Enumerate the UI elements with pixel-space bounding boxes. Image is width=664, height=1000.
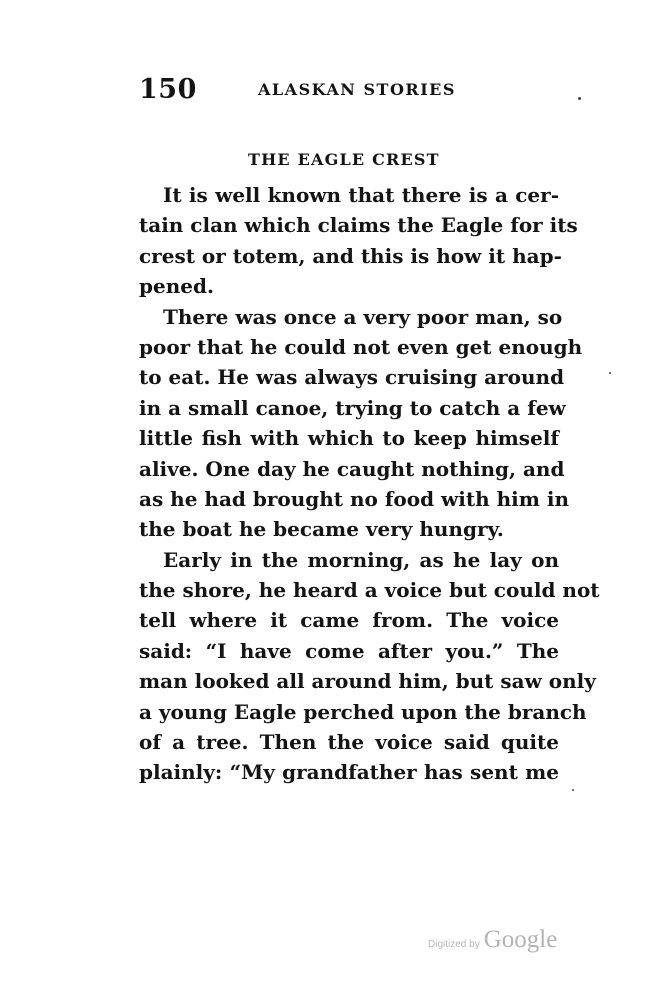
text-line: There was once a very poor man, so (163, 304, 563, 329)
google-logo: Google (483, 926, 558, 953)
text-line: Early in the morning, as he lay on (163, 547, 559, 572)
body-text (139, 180, 600, 788)
text-line: said: “I have come after you.” The (139, 638, 559, 663)
text-line: little fish with which to keep himself (139, 426, 559, 451)
running-head: ALASKAN STORIES (258, 80, 456, 99)
text-line: man looked all around him, but saw only (139, 669, 596, 694)
text-line: crest or totem, and this is how it hap- (139, 243, 562, 268)
text-line: tell where it came from. The voice (139, 608, 559, 633)
text-line: the shore, he heard a voice but could not (139, 578, 600, 603)
text-line: in a small canoe, trying to catch a few (139, 395, 566, 420)
text-line: poor that he could not even get enough (139, 334, 583, 359)
print-speck (578, 97, 581, 100)
text-line: tain clan which claims the Eagle for its (139, 213, 578, 238)
print-speck (609, 372, 611, 374)
text-line: to eat. He was always cruising around (139, 365, 565, 390)
text-line: as he had brought no food with him in (139, 486, 570, 511)
watermark-prefix: Digitized by (428, 939, 480, 950)
text-line: It is well known that there is a cer- (163, 183, 559, 207)
text-line: alive. One day he caught nothing, and (139, 456, 565, 481)
text-line: a young Eagle perched upon the branch (139, 699, 587, 724)
text-line: of a tree. Then the voice said quite (139, 730, 559, 755)
page-number: 150 (139, 74, 197, 105)
text-line: the boat he became very hungry. (139, 517, 504, 542)
digitized-watermark (428, 926, 557, 954)
text-line: plainly: “My grandfather has sent me (139, 760, 559, 785)
text-line: pened. (139, 274, 214, 299)
section-title: THE EAGLE CREST (248, 150, 440, 169)
print-speck (572, 789, 574, 791)
